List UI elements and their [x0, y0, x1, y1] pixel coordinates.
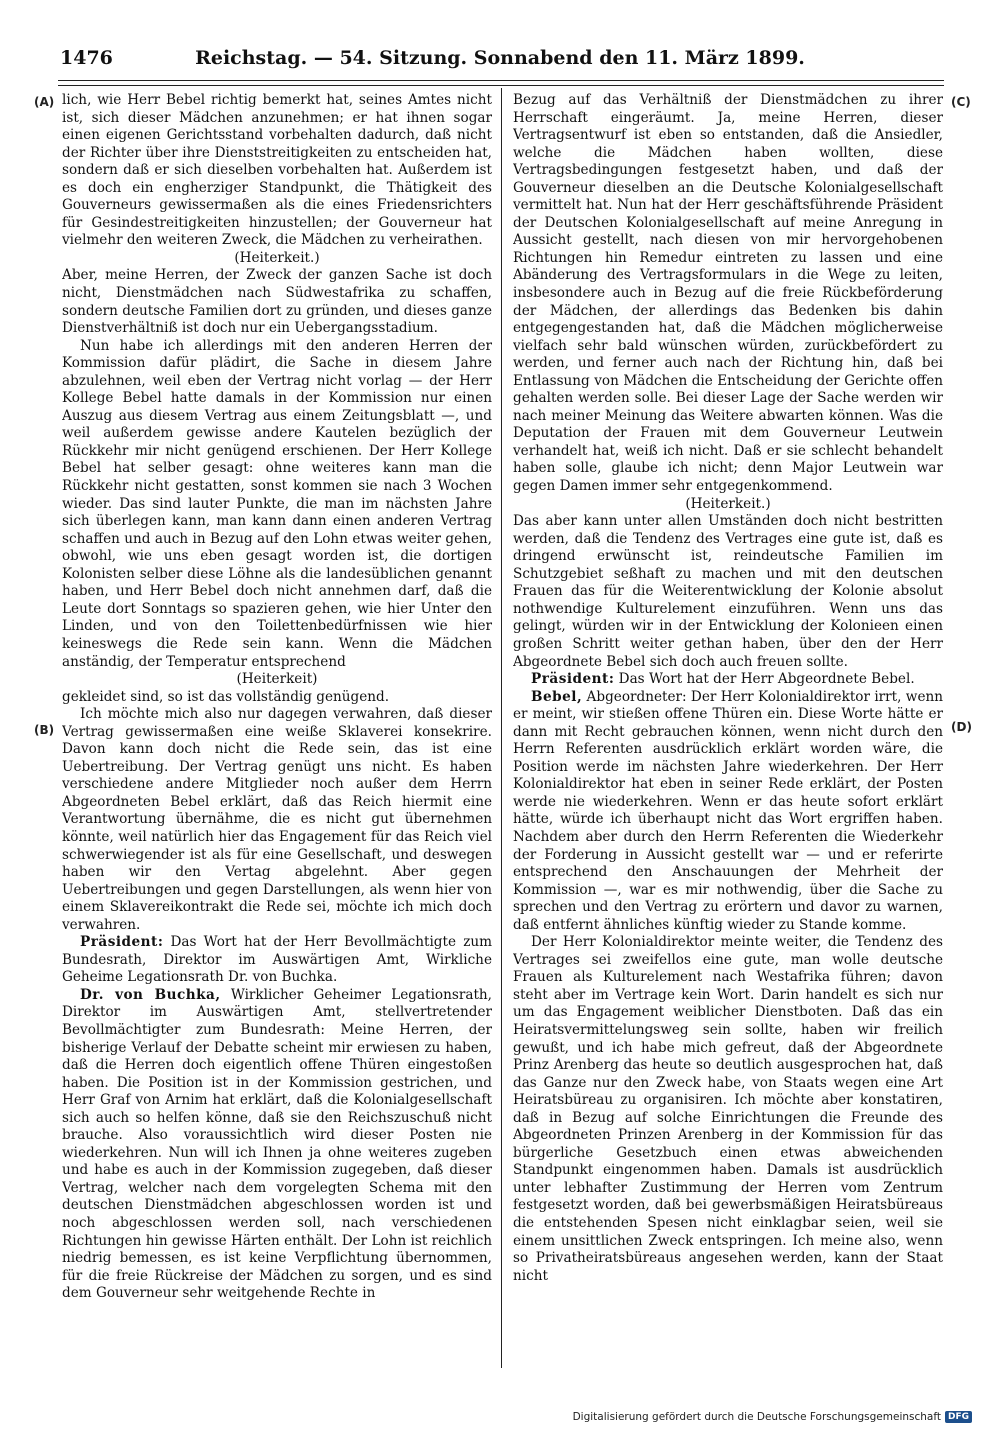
paragraph [62, 338, 492, 671]
paragraph [513, 671, 943, 689]
paragraph [62, 934, 492, 987]
column-divider [501, 88, 502, 1368]
paragraph [62, 987, 492, 1303]
paragraph-text: Der Herr Kolonialdirektor meinte weiter, die Tendenz des Vertrages sei zweifellos eine gute, man wolle deutsche Frauen als Kulturelement nach Westafrika führen; davon steht aber im Vertrage kein Wort. Darin handelt es sich nur um das Engagement weiblicher Dienstboten. Daß das ein Heiratsvermittelungsweg sein sollte, haben wir freilich gewußt, und ich habe mich gefreut, daß der Abgeordnete Prinz Arenberg das heute so deutlich ausgesprochen hat, daß das Ganze nur den Zweck habe, von Staats wegen eine Art Heiratsbüreau zu organisiren. Ich möchte aber konstatiren, daß in Bezug auf solche Einrichtungen die Freunde des Abgeordneten Prinzen Arenberg in der Kommission für das bürgerliche Gesetzbuch einen etwas abweichenden Standpunkt eingenommen haben. Damals ist ausdrücklich unter lebhafter Zustimmung der Herren vom Zentrum festgesetzt worden, daß bei gewerbsmäßigen Heiratsbüreaus die entstehenden Spesen nicht einklagbar seien, weil sie einem unsittlichen Zweck entspringen. Ich meine also, wenn so Privatheiratsbüreaus angesehen werden, kann der Staat nicht [513, 934, 943, 1284]
speaker-name: Dr. von Buchka, [80, 986, 221, 1003]
paragraph [62, 689, 492, 707]
paragraph [62, 671, 492, 689]
paragraph [62, 706, 492, 934]
left-column [62, 92, 492, 1368]
paragraph [513, 92, 943, 496]
speaker-name: Präsident: [80, 934, 164, 951]
paragraph-text: Ich möchte mich also nur dagegen verwahren, daß dieser Vertrag gewissermaßen eine weiße Sklaverei konsekrire. Davon kann doch nicht die Rede sein, das ist eine Uebertreibung. Der Vertrag genügt uns nicht. Es haben verschiedene andere Mitglieder noch außer dem Herrn Abgeordneten Bebel erklärt, daß das Reich hiermit eine Verantwortung übernähme, die es nicht gut übernehmen könnte, weil natürlich hier das Engagement für das Reich viel schwerwiegender ist als für eine Gesellschaft, und deswegen haben wir den Vertag abgelehnt. Aber gegen Uebertreibungen und gegen Darstellungen, als wenn hier von einem Sklavereikontrakt die Rede sei, möchte ich mich doch verwahren. [62, 706, 492, 933]
paragraph-text: (Heiterkeit.) [234, 249, 320, 266]
paragraph [62, 92, 492, 250]
paragraph-text: Das Wort hat der Herr Abgeordnete Bebel. [614, 671, 915, 688]
paragraph [62, 250, 492, 268]
margin-marker-c: (C) [951, 95, 971, 109]
page-number: 1476 [60, 47, 113, 69]
footer-text: Digitalisierung gefördert durch die Deutsche Forschungsgemeinschaft [572, 1411, 941, 1423]
speaker-name: Bebel, [531, 688, 583, 705]
paragraph [62, 267, 492, 337]
header-rule [58, 80, 944, 81]
margin-marker-b: (B) [34, 723, 55, 737]
paragraph-text: Abgeordneter: Der Herr Kolonialdirektor irrt, wenn er meint, wir stießen offene Thüren ein. Diese Worte hätte er dann mit Recht gebrauchen können, wenn nicht durch den Herrn Referenten ausdrücklich erklärt worden wäre, die Position werde im nächsten Jahre wiederkehren. Der Herr Kolonialdirektor hat eben in seiner Rede erklärt, der Posten werde nie wiederkehren. Wenn er das heute sofort erklärt hätte, würde ich überhaupt nicht das Wort ergriffen haben. Nachdem aber durch den Herrn Referenten die Wiederkehr der Forderung in Aussicht gestellt war — und er referirte entsprechend den Anschauungen der Mehrheit der Kommission —, war es mir nothwendig, über die Sache zu sprechen und den Vertrag zu erörtern und davor zu warnen, daß entfernt ähnliches künftig wieder zu Stande komme. [513, 688, 943, 933]
paragraph-text: lich, wie Herr Bebel richtig bemerkt hat, seines Amtes nicht ist, sich dieser Mädchen anzunehmen; er hat ihnen sogar einen eigenen Gerichtsstand vorbehalten dadurch, daß nicht der Richter über ihre Dienststreitigkeiten zu entscheiden hat, sondern daß er sich dieselben vorbehalten hat. Außerdem ist es doch ein engherziger Standpunkt, die Thätigkeit des Gouverneurs gewissermaßen als die eines Friedensrichters für Gesindestreitigkeiten hinzustellen; der Gouverneur hat vielmehr den weiteren Zweck, die Mädchen zu verheirathen. [62, 92, 492, 249]
margin-marker-a: (A) [34, 95, 55, 109]
paragraph-text: Das aber kann unter allen Umständen doch nicht bestritten werden, daß die Tendenz des Vertrages eine gute ist, daß es dringend erwünscht ist, reindeutsche Familien im Schutzgebiet seßhaft zu machen und mit den deutschen Frauen das für die Weiterentwicklung der Kolonie absolut nothwendige Kulturelement einzuführen. Wenn uns das gelingt, würden wir in der Entwicklung der Kolonieen einen großen Schritt weiter gethan haben, über den der Herr Abgeordnete Bebel sich doch auch freuen sollte. [513, 513, 943, 670]
paragraph-text: Nun habe ich allerdings mit den anderen Herren der Kommission dafür plädirt, die Sache in diesem Jahre abzulehnen, weil eben der Vertrag nicht vorlag — der Herr Kollege Bebel hatte damals in der Kommission nur einen Auszug aus diesem Vertrag aus einem Zeitungsblatt —, und weil außerdem gewisse andere Kautelen bezüglich der Rückkehr mir nicht genügend erschienen. Der Herr Kollege Bebel hat selber gesagt: ohne weiteres kann man die Rückkehr nicht gestatten, sonst kommen sie nach 3 Wochen wieder. Das sind lauter Punkte, die man im nächsten Jahre sich überlegen kann, man kann dann einen anderen Vertrag schaffen und auch in Bezug auf den Lohn etwas weiter gehen, obwohl, wie uns eben gesagt worden ist, die dortigen Kolonisten selber diese Löhne als die landesüblichen genannt haben, und Herr Bebel doch nicht annehmen darf, daß die Leute dort Sonntags so spazieren gehen, wie hier Unter den Linden, und von den Toilettenbedürfnissen wie hier keineswegs die Rede sein kann. Wenn die Mädchen anständig, der Temperatur entsprechend [62, 337, 492, 670]
paragraph-text: Aber, meine Herren, der Zweck der ganzen Sache ist doch nicht, Dienstmädchen nach Südwestafrika zu schaffen, sondern deutsche Familien dort zu gründen, und dieses ganze Dienstverhältniß ist doch nur ein Uebergangsstadium. [62, 267, 492, 337]
right-column [513, 92, 943, 1368]
paragraph [513, 934, 943, 1285]
paragraph-text: Das Wort hat der Herr Bevollmächtigte zum Bundesrath, Direktor im Auswärtigen Amt, Wirkliche Geheime Legationsrath Dr. von Buchka. [62, 934, 492, 986]
margin-marker-d: (D) [951, 720, 972, 734]
speaker-name: Präsident: [531, 671, 615, 688]
dfg-logo: DFG [945, 1411, 972, 1423]
page-header [60, 44, 940, 72]
paragraph [513, 513, 943, 671]
paragraph-text: (Heiterkeit.) [685, 495, 771, 512]
running-head: Reichstag. — 54. Sitzung. Sonnabend den 11. März 1899. [195, 47, 805, 69]
footer-credit [573, 1411, 972, 1423]
paragraph-text: Wirklicher Geheimer Legationsrath, Direktor im Auswärtigen Amt, stellvertretender Bevollmächtigter zum Bundesrath: Meine Herren, der bisherige Verlauf der Debatte scheint mir erwiesen zu haben, daß die Herren doch eigentlich offene Thüren eingestoßen haben. Die Position ist in der Kommission gestrichen, und Herr Graf von Arnim hat erklärt, daß die Kolonialgesellschaft sich auch so helfen könne, daß sie den Reichszuschuß nicht brauche. Also voraussichtlich wird dieser Posten nie wiederkehren. Nun will ich Ihnen ja ohne weiteres zugeben und habe es auch in der Kommission zugegeben, daß dieser Vertrag, welcher nach dem vorgelegten Schema mit den deutschen Dienstmädchen abgeschlossen worden ist und noch abgeschlossen werden soll, nach verschiedenen Richtungen hin gewisse Härten enthält. Der Lohn ist reichlich niedrig bemessen, es ist keine Verpflichtung übernommen, für die freie Rückreise der Mädchen zu sorgen, und es sind dem Gouverneur sehr weitgehende Rechte in [62, 986, 492, 1302]
paragraph-text: (Heiterkeit) [236, 671, 318, 688]
paragraph [513, 496, 943, 514]
header-rule-thin [58, 85, 944, 86]
paragraph-text: gekleidet sind, so ist das vollständig genügend. [62, 688, 390, 705]
paragraph [513, 689, 943, 935]
paragraph-text: Bezug auf das Verhältniß der Dienstmädchen zu ihrer Herrschaft eingeräumt. Ja, meine Herren, dieser Vertragsentwurf ist eben so entstanden, daß die Ansiedler, welche die Mädchen haben wollten, diese Vertragsbedingungen festgesetzt haben, und daß der Gouverneur dieselben an die Deutsche Kolonialgesellschaft vermittelt hat. Nun hat der Herr geschäftsführende Präsident der Deutschen Kolonialgesellschaft auf meine Anregung in Aussicht gestellt, nach diesen von mir hervorgehobenen Richtungen hin Remedur eintreten zu lassen und eine Abänderung des Vertragsformulars in die Wege zu leiten, insbesondere auch in Bezug auf die freie Rückbeförderung der Mädchen, der allerdings das Bedenken bis dahin entgegengestanden hat, daß die Mädchen möglicherweise vielfach sehr bald wünschen würden, zurückbefördert zu werden, und ferner auch nach der Richtung hin, daß bei Entlassung von Mädchen die Entscheidung der Gerichte offen gehalten werden solle. Bei dieser Lage der Sache werden wir nach meiner Meinung das Weitere abwarten können. Was die Deputation der Frauen mit dem Gouverneur Leutwein verhandelt hat, weiß ich nicht. Daß er sie schlecht behandelt haben solle, glaube ich nicht; denn Major Leutwein war gegen Damen immer sehr entgegenkommend. [513, 92, 943, 495]
